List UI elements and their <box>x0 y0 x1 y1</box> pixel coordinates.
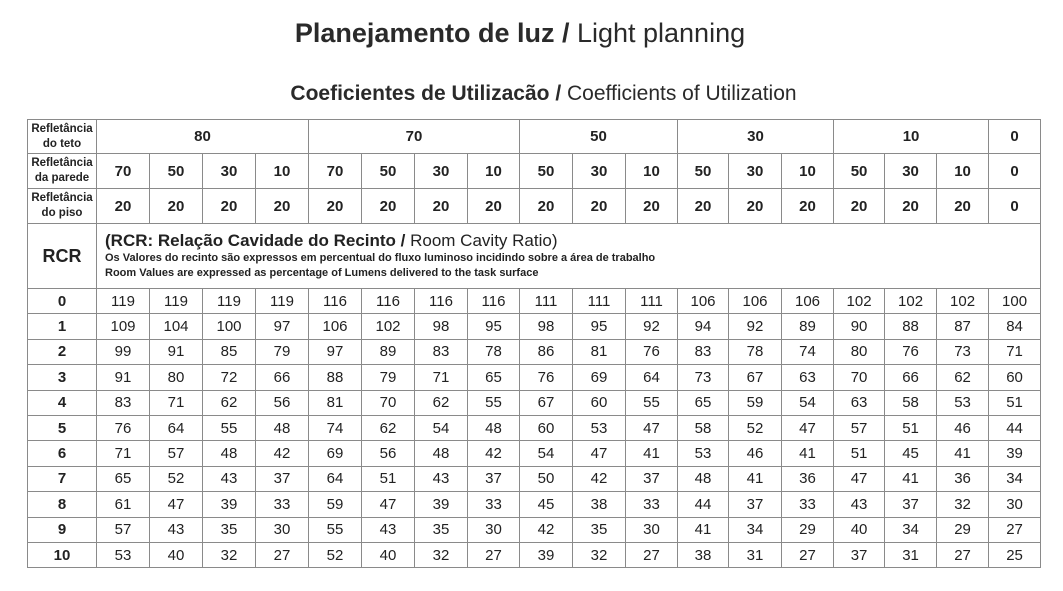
cu-cell: 38 <box>573 492 626 517</box>
ceiling-reflectance-value: 10 <box>834 120 989 154</box>
cu-cell: 43 <box>150 517 203 542</box>
cu-cell: 55 <box>309 517 362 542</box>
rcr-value: 4 <box>28 390 97 415</box>
cu-cell: 40 <box>150 542 203 567</box>
ceiling-reflectance-value: 70 <box>309 120 520 154</box>
cu-cell: 30 <box>989 492 1041 517</box>
wall-reflectance-value: 30 <box>885 154 937 189</box>
wall-reflectance-value: 30 <box>203 154 256 189</box>
cu-cell: 57 <box>150 441 203 466</box>
cu-cell: 52 <box>150 466 203 491</box>
wall-reflectance-value: 50 <box>362 154 415 189</box>
cu-cell: 111 <box>520 289 573 314</box>
cu-cell: 53 <box>937 390 989 415</box>
cu-cell: 66 <box>885 365 937 390</box>
cu-cell: 95 <box>468 314 520 339</box>
cu-cell: 69 <box>573 365 626 390</box>
cu-cell: 37 <box>626 466 678 491</box>
cu-cell: 67 <box>729 365 782 390</box>
cu-cell: 47 <box>626 415 678 440</box>
cu-cell: 50 <box>520 466 573 491</box>
cu-cell: 55 <box>203 415 256 440</box>
wall-reflectance-value: 30 <box>729 154 782 189</box>
table-row <box>28 365 1041 390</box>
cu-cell: 52 <box>309 542 362 567</box>
cu-cell: 76 <box>885 339 937 364</box>
cu-cell: 53 <box>573 415 626 440</box>
table-row <box>28 542 1041 567</box>
cu-cell: 83 <box>678 339 729 364</box>
cu-cell: 86 <box>520 339 573 364</box>
cu-cell: 83 <box>97 390 150 415</box>
floor-reflectance-value: 20 <box>97 189 150 224</box>
cu-cell: 43 <box>834 492 885 517</box>
wall-reflectance-value: 50 <box>834 154 885 189</box>
cu-cell: 67 <box>520 390 573 415</box>
rcr-value: 1 <box>28 314 97 339</box>
cu-cell: 90 <box>834 314 885 339</box>
rcr-value: 9 <box>28 517 97 542</box>
cu-cell: 41 <box>782 441 834 466</box>
cu-cell: 37 <box>468 466 520 491</box>
cu-cell: 99 <box>97 339 150 364</box>
floor-reflectance-value: 20 <box>468 189 520 224</box>
cu-cell: 32 <box>203 542 256 567</box>
cu-cell: 104 <box>150 314 203 339</box>
cu-cell: 56 <box>362 441 415 466</box>
cu-cell: 41 <box>678 517 729 542</box>
cu-cell: 94 <box>678 314 729 339</box>
cu-cell: 36 <box>937 466 989 491</box>
cu-cell: 37 <box>729 492 782 517</box>
cu-cell: 102 <box>834 289 885 314</box>
cu-cell: 74 <box>309 415 362 440</box>
cu-cell: 78 <box>468 339 520 364</box>
cu-cell: 30 <box>468 517 520 542</box>
cu-cell: 44 <box>678 492 729 517</box>
cu-cell: 45 <box>885 441 937 466</box>
cu-cell: 116 <box>309 289 362 314</box>
cu-cell: 34 <box>885 517 937 542</box>
cu-cell: 98 <box>520 314 573 339</box>
cu-cell: 111 <box>626 289 678 314</box>
cu-cell: 73 <box>937 339 989 364</box>
cu-cell: 35 <box>415 517 468 542</box>
wall-reflectance-value: 70 <box>97 154 150 189</box>
ceiling-reflectance-value: 50 <box>520 120 678 154</box>
cu-cell: 119 <box>256 289 309 314</box>
cu-cell: 47 <box>573 441 626 466</box>
table-row <box>28 492 1041 517</box>
cu-cell: 59 <box>309 492 362 517</box>
cu-cell: 81 <box>573 339 626 364</box>
cu-cell: 51 <box>362 466 415 491</box>
cu-cell: 37 <box>834 542 885 567</box>
rcr-header-row <box>28 224 1041 289</box>
cu-cell: 60 <box>989 365 1041 390</box>
cu-cell: 27 <box>256 542 309 567</box>
cu-cell: 32 <box>573 542 626 567</box>
floor-reflectance-value: 20 <box>309 189 362 224</box>
cu-cell: 100 <box>989 289 1041 314</box>
cu-cell: 70 <box>362 390 415 415</box>
cu-cell: 31 <box>729 542 782 567</box>
cu-cell: 116 <box>362 289 415 314</box>
cu-cell: 51 <box>885 415 937 440</box>
table-body <box>28 289 1041 568</box>
rcr-value: 8 <box>28 492 97 517</box>
cu-cell: 71 <box>415 365 468 390</box>
page-title: Planejamento de luz / Light planning <box>294 18 746 48</box>
cu-cell: 40 <box>834 517 885 542</box>
cu-cell: 81 <box>309 390 362 415</box>
table-row <box>28 466 1041 491</box>
floor-reflectance-label: Refletância do piso <box>28 189 97 224</box>
cu-cell: 62 <box>203 390 256 415</box>
cu-cell: 48 <box>203 441 256 466</box>
cu-cell: 27 <box>468 542 520 567</box>
cu-cell: 48 <box>678 466 729 491</box>
cu-cell: 48 <box>256 415 309 440</box>
table-row <box>28 517 1041 542</box>
cu-cell: 42 <box>256 441 309 466</box>
wall-reflectance-value: 10 <box>626 154 678 189</box>
cu-cell: 97 <box>309 339 362 364</box>
cu-cell: 31 <box>885 542 937 567</box>
cu-cell: 119 <box>203 289 256 314</box>
cu-cell: 42 <box>468 441 520 466</box>
cu-cell: 45 <box>520 492 573 517</box>
cu-cell: 32 <box>937 492 989 517</box>
cu-cell: 43 <box>362 517 415 542</box>
cu-cell: 69 <box>309 441 362 466</box>
cu-cell: 52 <box>729 415 782 440</box>
cu-cell: 72 <box>203 365 256 390</box>
cu-cell: 65 <box>468 365 520 390</box>
wall-reflectance-value: 30 <box>415 154 468 189</box>
rcr-value: 10 <box>28 542 97 567</box>
cu-cell: 84 <box>989 314 1041 339</box>
wall-reflectance-value: 70 <box>309 154 362 189</box>
cu-cell: 47 <box>834 466 885 491</box>
cu-cell: 60 <box>573 390 626 415</box>
coefficients-table <box>27 119 1041 568</box>
cu-cell: 48 <box>415 441 468 466</box>
cu-cell: 33 <box>468 492 520 517</box>
wall-reflectance-value: 10 <box>782 154 834 189</box>
cu-cell: 91 <box>150 339 203 364</box>
cu-cell: 87 <box>937 314 989 339</box>
table-subtitle: Coeficientes de Utilizacão / Coefficients of Utilization <box>290 82 797 105</box>
ceiling-reflectance-value: 30 <box>678 120 834 154</box>
cu-cell: 57 <box>97 517 150 542</box>
rcr-value: 2 <box>28 339 97 364</box>
floor-reflectance-value: 20 <box>573 189 626 224</box>
floor-reflectance-value: 20 <box>729 189 782 224</box>
cu-cell: 60 <box>520 415 573 440</box>
cu-cell: 33 <box>626 492 678 517</box>
cu-cell: 41 <box>626 441 678 466</box>
cu-cell: 74 <box>782 339 834 364</box>
cu-cell: 102 <box>937 289 989 314</box>
cu-cell: 73 <box>678 365 729 390</box>
cu-cell: 102 <box>885 289 937 314</box>
table-row <box>28 289 1041 314</box>
cu-cell: 56 <box>256 390 309 415</box>
floor-reflectance-value: 20 <box>256 189 309 224</box>
wall-reflectance-value: 0 <box>989 154 1041 189</box>
cu-cell: 51 <box>834 441 885 466</box>
cu-cell: 32 <box>415 542 468 567</box>
cu-cell: 100 <box>203 314 256 339</box>
rcr-value: 6 <box>28 441 97 466</box>
cu-cell: 34 <box>989 466 1041 491</box>
ceiling-reflectance-value: 0 <box>989 120 1041 154</box>
cu-cell: 37 <box>885 492 937 517</box>
cu-cell: 39 <box>203 492 256 517</box>
cu-cell: 63 <box>782 365 834 390</box>
rcr-value: 0 <box>28 289 97 314</box>
cu-cell: 48 <box>468 415 520 440</box>
cu-cell: 47 <box>362 492 415 517</box>
cu-cell: 27 <box>782 542 834 567</box>
cu-cell: 106 <box>729 289 782 314</box>
cu-cell: 33 <box>256 492 309 517</box>
cu-cell: 119 <box>150 289 203 314</box>
cu-cell: 53 <box>678 441 729 466</box>
cu-cell: 33 <box>782 492 834 517</box>
cu-cell: 54 <box>520 441 573 466</box>
rcr-description: (RCR: Relação Cavidade do Recinto / Room Cavity Ratio) Os Valores do recinto são expressos em percentual do fluxo luminoso incidindo sobre a área de trabalho Room Values are expressed as percentage of Lumens delivered to the task surface <box>97 224 1041 289</box>
cu-cell: 58 <box>678 415 729 440</box>
cu-cell: 89 <box>362 339 415 364</box>
cu-cell: 29 <box>937 517 989 542</box>
cu-cell: 88 <box>885 314 937 339</box>
cu-cell: 62 <box>362 415 415 440</box>
cu-cell: 63 <box>834 390 885 415</box>
cu-cell: 55 <box>626 390 678 415</box>
cu-cell: 25 <box>989 542 1041 567</box>
wall-reflectance-label: Refletância da parede <box>28 154 97 189</box>
floor-reflectance-row <box>28 189 1041 224</box>
cu-cell: 30 <box>256 517 309 542</box>
wall-reflectance-value: 50 <box>150 154 203 189</box>
cu-cell: 40 <box>362 542 415 567</box>
floor-reflectance-value: 20 <box>678 189 729 224</box>
cu-cell: 27 <box>989 517 1041 542</box>
floor-reflectance-value: 20 <box>150 189 203 224</box>
cu-cell: 66 <box>256 365 309 390</box>
cu-cell: 27 <box>937 542 989 567</box>
cu-cell: 35 <box>573 517 626 542</box>
wall-reflectance-value: 10 <box>256 154 309 189</box>
cu-cell: 70 <box>834 365 885 390</box>
note-english: Room Values are expressed as percentage of Lumens delivered to the task surface <box>105 267 539 279</box>
cu-cell: 98 <box>415 314 468 339</box>
rcr-value: 5 <box>28 415 97 440</box>
wall-reflectance-value: 50 <box>520 154 573 189</box>
wall-reflectance-value: 30 <box>573 154 626 189</box>
cu-cell: 83 <box>415 339 468 364</box>
cu-cell: 97 <box>256 314 309 339</box>
cu-cell: 35 <box>203 517 256 542</box>
cu-cell: 80 <box>834 339 885 364</box>
floor-reflectance-value: 20 <box>362 189 415 224</box>
cu-cell: 116 <box>468 289 520 314</box>
cu-cell: 119 <box>97 289 150 314</box>
rcr-value: 3 <box>28 365 97 390</box>
cu-cell: 42 <box>573 466 626 491</box>
floor-reflectance-value: 20 <box>203 189 256 224</box>
cu-cell: 79 <box>362 365 415 390</box>
ceiling-reflectance-row <box>28 120 1041 154</box>
cu-cell: 85 <box>203 339 256 364</box>
cu-cell: 106 <box>678 289 729 314</box>
cu-cell: 42 <box>520 517 573 542</box>
cu-cell: 76 <box>97 415 150 440</box>
wall-reflectance-value: 10 <box>468 154 520 189</box>
table-row <box>28 314 1041 339</box>
floor-reflectance-value: 0 <box>989 189 1041 224</box>
cu-cell: 41 <box>885 466 937 491</box>
cu-cell: 47 <box>150 492 203 517</box>
cu-cell: 106 <box>782 289 834 314</box>
cu-cell: 51 <box>989 390 1041 415</box>
note-portuguese: Os Valores do recinto são expressos em percentual do fluxo luminoso incidindo sobre a área de trabalho <box>105 252 656 264</box>
cu-cell: 71 <box>150 390 203 415</box>
cu-cell: 62 <box>937 365 989 390</box>
cu-cell: 80 <box>150 365 203 390</box>
cu-cell: 71 <box>989 339 1041 364</box>
floor-reflectance-value: 20 <box>782 189 834 224</box>
cu-cell: 95 <box>573 314 626 339</box>
cu-cell: 54 <box>782 390 834 415</box>
floor-reflectance-value: 20 <box>626 189 678 224</box>
cu-cell: 39 <box>415 492 468 517</box>
rcr-value: 7 <box>28 466 97 491</box>
cu-cell: 76 <box>520 365 573 390</box>
table-row <box>28 441 1041 466</box>
cu-cell: 78 <box>729 339 782 364</box>
rcr-label: RCR <box>28 224 97 289</box>
cu-cell: 43 <box>203 466 256 491</box>
cu-cell: 64 <box>309 466 362 491</box>
table-row <box>28 415 1041 440</box>
ceiling-reflectance-value: 80 <box>97 120 309 154</box>
cu-cell: 89 <box>782 314 834 339</box>
cu-cell: 54 <box>415 415 468 440</box>
cu-cell: 64 <box>150 415 203 440</box>
cu-cell: 71 <box>97 441 150 466</box>
cu-cell: 61 <box>97 492 150 517</box>
cu-cell: 109 <box>97 314 150 339</box>
cu-cell: 41 <box>937 441 989 466</box>
cu-cell: 37 <box>256 466 309 491</box>
cu-cell: 38 <box>678 542 729 567</box>
cu-cell: 106 <box>309 314 362 339</box>
cu-cell: 102 <box>362 314 415 339</box>
cu-cell: 64 <box>626 365 678 390</box>
cu-cell: 65 <box>97 466 150 491</box>
cu-cell: 111 <box>573 289 626 314</box>
cu-cell: 58 <box>885 390 937 415</box>
cu-cell: 116 <box>415 289 468 314</box>
cu-cell: 46 <box>729 441 782 466</box>
cu-cell: 44 <box>989 415 1041 440</box>
cu-cell: 39 <box>520 542 573 567</box>
floor-reflectance-value: 20 <box>834 189 885 224</box>
cu-cell: 65 <box>678 390 729 415</box>
cu-cell: 34 <box>729 517 782 542</box>
table-row <box>28 390 1041 415</box>
cu-cell: 53 <box>97 542 150 567</box>
cu-cell: 47 <box>782 415 834 440</box>
cu-cell: 46 <box>937 415 989 440</box>
cu-cell: 29 <box>782 517 834 542</box>
wall-reflectance-row <box>28 154 1041 189</box>
cu-cell: 41 <box>729 466 782 491</box>
wall-reflectance-value: 10 <box>937 154 989 189</box>
cu-cell: 36 <box>782 466 834 491</box>
cu-cell: 92 <box>729 314 782 339</box>
floor-reflectance-value: 20 <box>415 189 468 224</box>
cu-cell: 57 <box>834 415 885 440</box>
cu-cell: 79 <box>256 339 309 364</box>
cu-cell: 92 <box>626 314 678 339</box>
cu-cell: 62 <box>415 390 468 415</box>
cu-cell: 91 <box>97 365 150 390</box>
cu-cell: 55 <box>468 390 520 415</box>
cu-cell: 30 <box>626 517 678 542</box>
cu-cell: 39 <box>989 441 1041 466</box>
floor-reflectance-value: 20 <box>937 189 989 224</box>
cu-cell: 43 <box>415 466 468 491</box>
floor-reflectance-value: 20 <box>885 189 937 224</box>
cu-cell: 76 <box>626 339 678 364</box>
floor-reflectance-value: 20 <box>520 189 573 224</box>
cu-cell: 59 <box>729 390 782 415</box>
cu-cell: 88 <box>309 365 362 390</box>
wall-reflectance-value: 50 <box>678 154 729 189</box>
ceiling-reflectance-label: Refletância do teto <box>28 120 97 154</box>
cu-cell: 27 <box>626 542 678 567</box>
table-row <box>28 339 1041 364</box>
